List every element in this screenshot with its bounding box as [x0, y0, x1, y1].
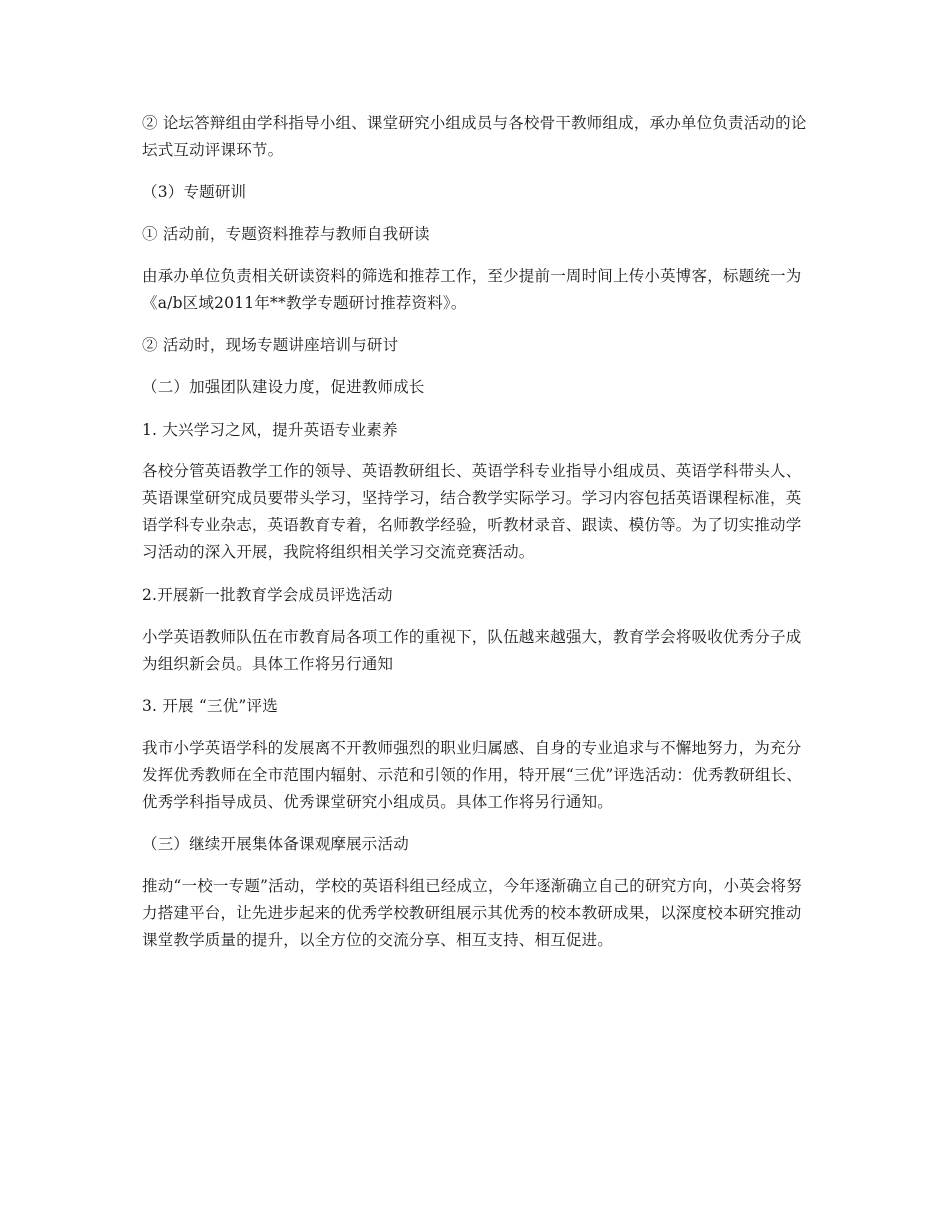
heading-society-selection: 2.开展新一批教育学会成员评选活动: [142, 586, 393, 604]
paragraph-three-excellence: 我市小学英语学科的发展离不开教师强烈的职业归属感、自身的专业追求与不懈地努力，为充分发挥优秀教师在全市范围内辐射、示范和引领的作用，特开展“三优”评选活动：优秀教研组长、优秀学科指导成员、优秀课堂研究小组成员。具体工作将另行通知。: [142, 739, 802, 811]
paragraph-reading-materials: 由承办单位负责相关研读资料的筛选和推荐工作，至少提前一周时间上传小英博客，标题统一为《a/b区域2011年**教学专题研讨推荐资料》。: [142, 267, 802, 312]
paragraph-society-members: 小学英语教师队伍在市教育局各项工作的重视下，队伍越来越强大，教育学会将吸收优秀分子成为组织新会员。具体工作将另行通知: [142, 628, 802, 673]
heading-three-excellence: 3. 开展 “三优”评选: [142, 697, 278, 715]
paragraph-during-activity: ② 活动时，现场专题讲座培训与研讨: [142, 336, 399, 354]
heading-learning-culture: 1. 大兴学习之风，提升英语专业素养: [142, 421, 398, 439]
paragraph-one-school-one-topic: 推动“一校一专题”活动，学校的英语科组已经成立，今年逐渐确立自己的研究方向，小英会将努力搭建平台，让先进步起来的优秀学校教研组展示其优秀的校本教研成果，以深度校本研究推动课堂教学质量的提升，以全方位的交流分享、相互支持、相互促进。: [142, 877, 802, 949]
heading-collective-lesson: （三）继续开展集体备课观摩展示活动: [142, 835, 409, 853]
paragraph-forum-panel: ② 论坛答辩组由学科指导小组、课堂研究小组成员与各校骨干教师组成，承办单位负责活动的论坛式互动评课环节。: [142, 114, 807, 159]
paragraph-before-activity: ① 活动前，专题资料推荐与教师自我研读: [142, 225, 430, 243]
heading-topic-training: （3）专题研训: [142, 183, 247, 201]
paragraph-learning-content: 各校分管英语教学工作的领导、英语教研组长、英语学科专业指导小组成员、英语学科带头人、英语课堂研究成员要带头学习，坚持学习，结合教学实际学习。学习内容包括英语课程标准，英语学科专业杂志，英语教育专着，名师教学经验，听教材录音、跟读、模仿等。为了切实推动学习活动的深入开展，我院将组织相关学习交流竞赛活动。: [142, 462, 802, 561]
heading-team-building: （二）加强团队建设力度，促进教师成长: [142, 378, 425, 396]
